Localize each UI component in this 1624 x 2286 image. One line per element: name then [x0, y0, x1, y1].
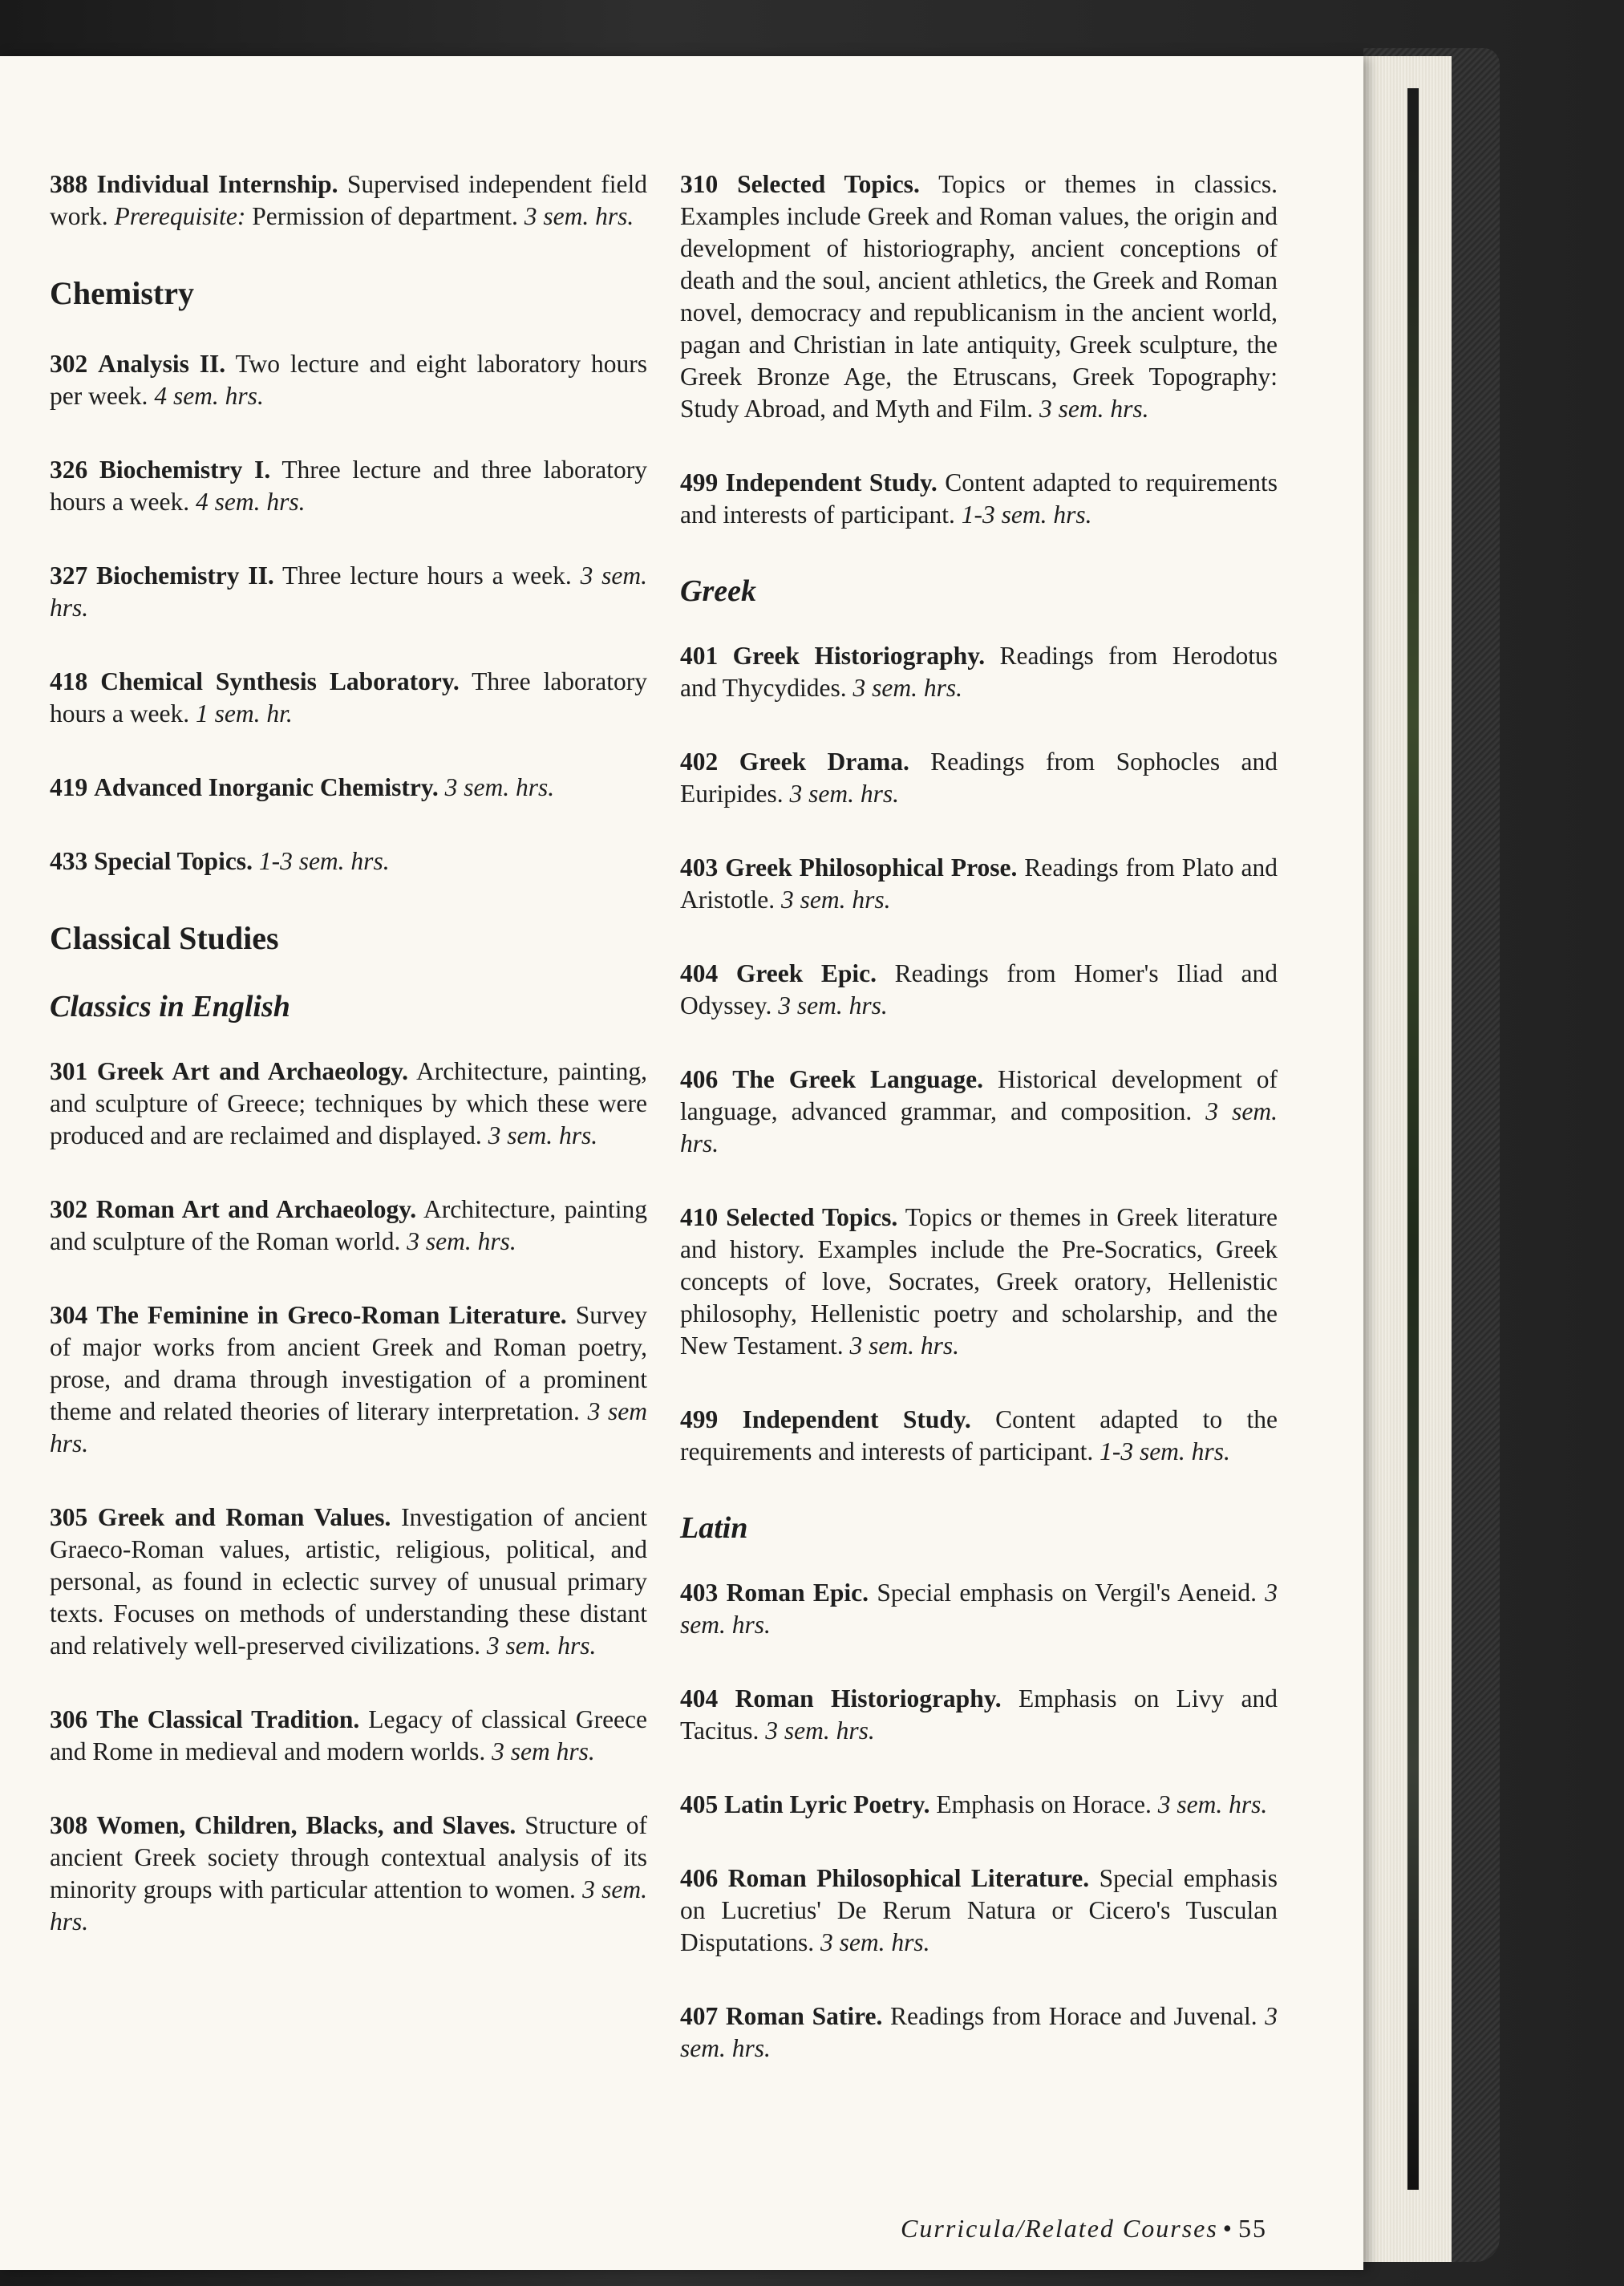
course-title: The Classical Tradition. — [96, 1705, 360, 1733]
course-hours: 3 sem. hrs. — [765, 1717, 875, 1745]
course-hours: 3 sem. hrs. — [1157, 1790, 1268, 1818]
course-title: Selected Topics. — [737, 170, 920, 198]
course-title: Roman Epic. — [726, 1579, 869, 1607]
course-entry — [680, 1789, 1278, 1821]
course-entry — [50, 1299, 647, 1460]
course-hours: 3 sem. hrs. — [849, 1331, 960, 1360]
course-number: 404 — [680, 1684, 719, 1712]
course-description: Architecture, painting, and sculpture of Greece; techniques by which these were produced and are reclaimed and displayed. — [50, 1057, 647, 1149]
prerequisite-label: Prerequisite: — [114, 202, 246, 230]
course-entry — [50, 772, 647, 804]
course-number: 301 — [50, 1057, 88, 1085]
running-title: Curricula/Related Courses — [901, 2214, 1218, 2243]
course-entry — [50, 845, 647, 878]
course-number: 327 — [50, 561, 88, 590]
course-number: 419 — [50, 773, 88, 801]
course-entry — [50, 454, 647, 518]
course-description: Readings from Sophocles and Euripides. — [680, 748, 1278, 808]
course-number: 433 — [50, 847, 88, 875]
course-number: 388 — [50, 170, 88, 198]
course-title: Roman Satire. — [725, 2002, 883, 2030]
course-hours: 3 sem. hrs. — [680, 1097, 1278, 1157]
course-entry — [50, 1704, 647, 1768]
course-hours: 1-3 sem. hrs. — [258, 847, 390, 875]
course-description: Readings from Horace and Juvenal. — [890, 2002, 1257, 2030]
course-description: Emphasis on Horace. — [936, 1790, 1152, 1818]
course-description: Three laboratory hours a week. — [50, 667, 648, 728]
course-title: Roman Art and Archaeology. — [95, 1195, 417, 1223]
course-description: Supervised independent field work. — [50, 170, 647, 230]
course-description: Content adapted to the requirements and interests of participant. — [680, 1405, 1278, 1465]
course-number: 308 — [50, 1811, 88, 1839]
course-number: 406 — [680, 1864, 719, 1892]
course-title: Greek Epic. — [735, 959, 877, 987]
course-title: Biochemistry II. — [96, 561, 274, 590]
course-title: Latin Lyric Poetry. — [724, 1790, 930, 1818]
course-title: Analysis II. — [98, 350, 226, 378]
course-description: Two lecture and eight laboratory hours per week. — [50, 350, 648, 410]
course-entry — [50, 1056, 647, 1152]
course-entry — [680, 1577, 1278, 1641]
course-description: Special emphasis on Lucretius' De Rerum Natura or Cicero's Tusculan Disputations. — [680, 1864, 1278, 1956]
heading-latin: Latin — [680, 1511, 748, 1545]
course-entry — [680, 958, 1278, 1022]
course-hours: 3 sem hrs. — [492, 1737, 595, 1765]
course-entry — [50, 560, 647, 624]
course-entry — [680, 1404, 1278, 1468]
course-number: 407 — [680, 2002, 719, 2030]
course-hours: 3 sem. hrs. — [444, 773, 555, 801]
course-title: Selected Topics. — [726, 1203, 898, 1231]
course-title: The Feminine in Greco-Roman Literature. — [96, 1301, 567, 1329]
course-description: Emphasis on Livy and Tacitus. — [680, 1684, 1278, 1745]
course-entry — [50, 348, 647, 412]
course-title: Greek and Roman Values. — [97, 1503, 391, 1531]
course-title: Advanced Inorganic Chemistry. — [94, 773, 439, 801]
course-title: Chemical Synthesis Laboratory. — [100, 667, 460, 695]
course-description: Legacy of classical Greece and Rome in medieval and modern worlds. — [50, 1705, 647, 1765]
course-number: 304 — [50, 1301, 88, 1329]
page-footer — [842, 2214, 1267, 2243]
course-title: Special Topics. — [94, 847, 253, 875]
prerequisite-text: Permission of department. — [252, 202, 518, 230]
course-title: Roman Philosophical Literature. — [727, 1864, 1090, 1892]
course-title: Independent Study. — [725, 468, 938, 497]
course-number: 406 — [680, 1065, 719, 1093]
course-entry — [680, 852, 1278, 916]
course-entry — [680, 1862, 1278, 1959]
course-description: Survey of major works from ancient Greek and Roman poetry, prose, and drama through investigation of a prominent theme and related theories of literary interpretation. — [50, 1301, 647, 1425]
footer-separator: • — [1222, 2214, 1233, 2243]
course-description: Readings from Plato and Aristotle. — [680, 853, 1278, 914]
course-number: 418 — [50, 667, 88, 695]
course-hours: 3 sem hrs. — [50, 1397, 648, 1457]
course-hours: 3 sem. hrs. — [680, 2002, 1278, 2062]
course-title: Individual Internship. — [96, 170, 338, 198]
course-number: 302 — [50, 350, 88, 378]
course-title: The Greek Language. — [732, 1065, 983, 1093]
course-entry — [680, 746, 1278, 810]
course-number: 306 — [50, 1705, 88, 1733]
course-hours: 3 sem. hrs. — [486, 1631, 597, 1660]
subheading-classics-in-english: Classics in English — [50, 990, 290, 1023]
course-description: Topics or themes in Greek literature and history. Examples include the Pre-Socratics, Greek concepts of love, Socrates, Greek oratory, Hellenistic philosophy, Hellenistic poetry and scholarship, and the New Testament. — [680, 1203, 1278, 1360]
course-title: Women, Children, Blacks, and Slaves. — [96, 1811, 516, 1839]
course-hours: 3 sem. hrs. — [781, 886, 891, 914]
course-number: 405 — [680, 1790, 719, 1818]
course-entry — [680, 640, 1278, 704]
course-entry — [680, 2000, 1278, 2065]
course-description: Structure of ancient Greek society through contextual analysis of its minority groups with particular attention to women. — [50, 1811, 647, 1903]
course-hours: 1 sem. hr. — [195, 699, 293, 728]
course-entry — [680, 467, 1278, 531]
course-hours: 1-3 sem. hrs. — [1100, 1437, 1230, 1465]
course-description: Readings from Homer's Iliad and Odyssey. — [680, 959, 1278, 1019]
course-description: Investigation of ancient Graeco-Roman values, artistic, religious, political, and personal, as found in eclectic survey of unusual primary texts. Focuses on methods of understanding these distant and relatively well-preserved civilizations. — [50, 1503, 647, 1660]
course-number: 499 — [680, 468, 719, 497]
course-number: 305 — [50, 1503, 88, 1531]
course-number: 402 — [680, 748, 719, 776]
catalog-page — [0, 56, 1363, 2270]
heading-greek: Greek — [680, 574, 756, 608]
course-number: 310 — [680, 170, 719, 198]
course-entry — [50, 1194, 647, 1258]
course-description: Content adapted to requirements and interests of participant. — [680, 468, 1278, 529]
course-number: 499 — [680, 1405, 719, 1433]
left-column — [50, 168, 647, 1980]
course-number: 410 — [680, 1203, 719, 1231]
page-edge-marker — [1407, 88, 1419, 2190]
course-title: Greek Philosophical Prose. — [725, 853, 1018, 882]
course-number: 326 — [50, 456, 88, 484]
heading-classical-studies: Classical Studies — [50, 920, 279, 956]
course-title: Independent Study. — [742, 1405, 971, 1433]
course-description: Three lecture hours a week. — [282, 561, 572, 590]
course-entry — [680, 1683, 1278, 1747]
course-entry — [50, 1810, 647, 1938]
course-hours: 3 sem. hrs. — [524, 202, 634, 230]
right-column — [680, 168, 1278, 2106]
course-hours: 3 sem. hrs. — [1039, 395, 1149, 423]
course-hours: 3 sem. hrs. — [680, 1579, 1278, 1639]
heading-chemistry: Chemistry — [50, 275, 194, 311]
course-hours: 3 sem. hrs. — [50, 1875, 647, 1935]
course-description: Special emphasis on Vergil's Aeneid. — [877, 1579, 1257, 1607]
course-hours: 3 sem. hrs. — [820, 1928, 930, 1956]
course-title: Greek Historiography. — [732, 642, 986, 670]
course-number: 404 — [680, 959, 719, 987]
course-hours: 4 sem. hrs. — [154, 382, 264, 410]
course-number: 401 — [680, 642, 719, 670]
page-number: 55 — [1238, 2214, 1267, 2243]
course-description: Readings from Herodotus and Thycydides. — [680, 642, 1278, 702]
course-description: Three lecture and three laboratory hours a week. — [50, 456, 648, 516]
course-hours: 3 sem. hrs. — [488, 1121, 598, 1149]
course-hours: 3 sem. hrs. — [50, 561, 648, 622]
course-hours: 3 sem. hrs. — [407, 1227, 516, 1255]
course-hours: 3 sem. hrs. — [778, 991, 888, 1019]
course-number: 403 — [680, 853, 719, 882]
course-description: Historical development of language, advanced grammar, and composition. — [680, 1065, 1278, 1125]
course-description: Topics or themes in classics. Examples include Greek and Roman values, the origin and development of historiography, ancient conceptions of death and the soul, ancient athletics, the Greek and Roman novel, democracy and republicanism in the ancient world, pagan and Christian in late antiquity, Greek sculpture, the Greek Bronze Age, the Etruscans, Greek Topography: Study Abroad, and Myth and Film. — [680, 170, 1278, 423]
course-entry — [50, 168, 647, 233]
course-entry — [680, 1202, 1278, 1362]
course-title: Biochemistry I. — [99, 456, 271, 484]
course-title: Greek Art and Archaeology. — [96, 1057, 409, 1085]
course-hours: 3 sem. hrs. — [789, 780, 899, 808]
course-entry — [50, 666, 647, 730]
course-number: 302 — [50, 1195, 88, 1223]
course-hours: 4 sem. hrs. — [195, 488, 306, 516]
course-entry — [680, 168, 1278, 425]
course-description: Architecture, painting and sculpture of the Roman world. — [50, 1195, 648, 1255]
course-number: 403 — [680, 1579, 719, 1607]
course-entry — [680, 1064, 1278, 1160]
course-title: Roman Historiography. — [735, 1684, 1002, 1712]
course-hours: 1-3 sem. hrs. — [961, 501, 1092, 529]
course-hours: 3 sem. hrs. — [852, 674, 963, 702]
course-title: Greek Drama. — [739, 748, 909, 776]
course-entry — [50, 1502, 647, 1662]
